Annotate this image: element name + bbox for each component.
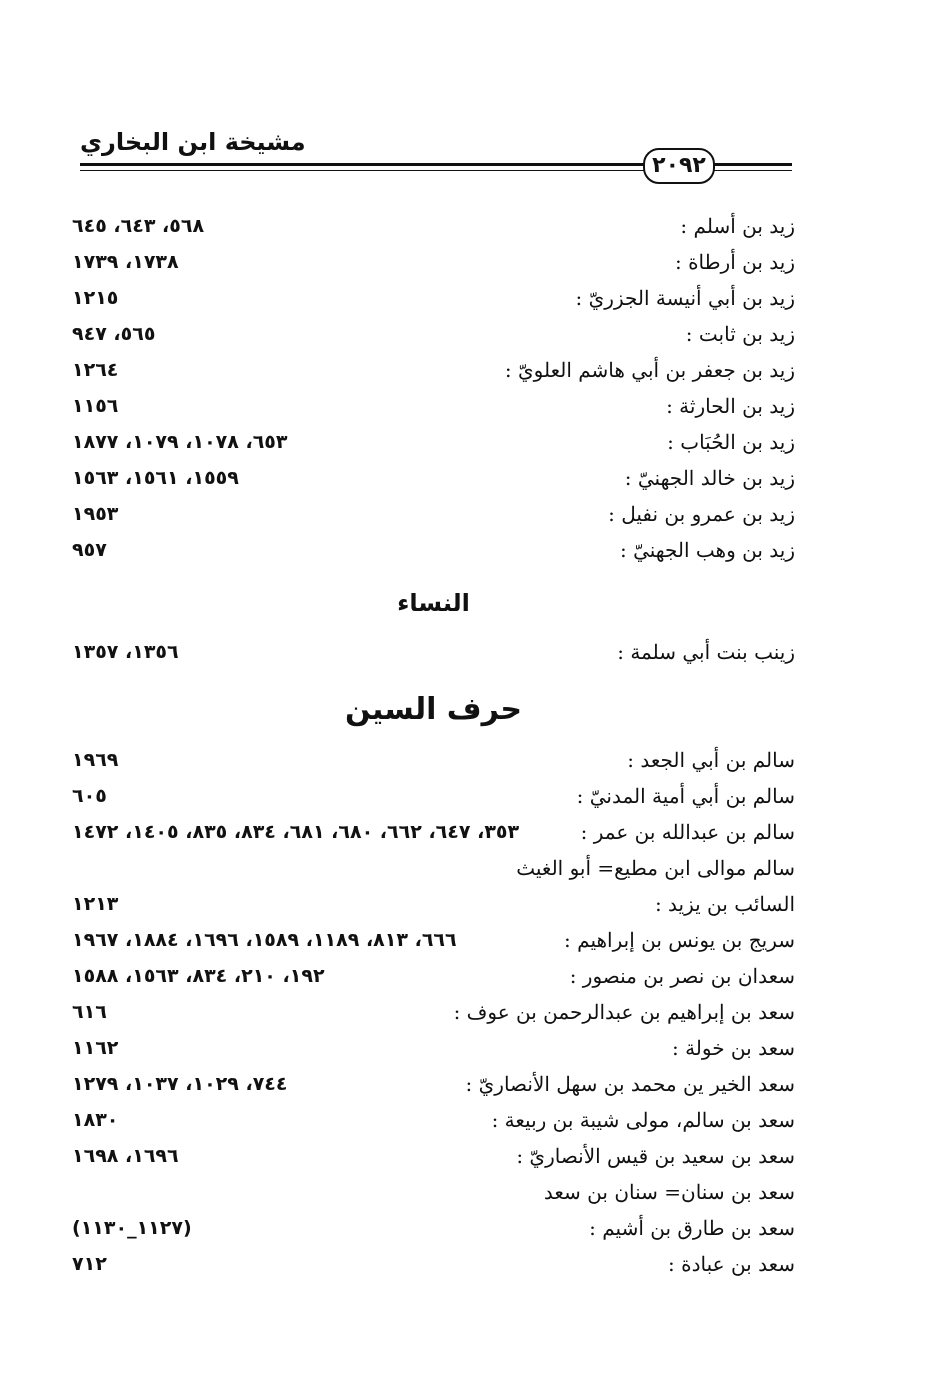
index-entry	[72, 352, 795, 388]
section-heading-seen: حرف السين	[345, 692, 522, 727]
entry-name: زيد بن خالد الجهنيّ :	[624, 466, 795, 490]
index-entry	[72, 496, 795, 532]
entry-refs: ١٢١٥	[72, 287, 119, 309]
index-entry	[72, 922, 795, 958]
entry-refs: ١٣٥٦، ١٣٥٧	[72, 641, 179, 663]
entry-refs: ٧٤٤، ١٠٢٩، ١٠٣٧، ١٢٧٩	[72, 1073, 288, 1095]
page-header	[80, 120, 792, 190]
index-entry	[72, 778, 795, 814]
index-content	[72, 208, 795, 1282]
index-entry	[72, 1246, 795, 1282]
index-entry	[72, 424, 795, 460]
entry-refs: ١٩٦٩	[72, 749, 119, 771]
entry-refs: ٦١٦	[72, 1001, 107, 1023]
entry-name: زيد بن أرطاة :	[674, 250, 795, 274]
entry-refs: ١٦٩٦، ١٦٩٨	[72, 1145, 179, 1167]
index-entry	[72, 1174, 795, 1210]
index-entry	[72, 1102, 795, 1138]
entry-name: زيد بن الحارثة :	[666, 394, 795, 418]
index-entry	[72, 634, 795, 670]
entry-name: سالم موالى ابن مطيع= أبو الغيث	[516, 856, 795, 880]
entry-name: زيد بن أسلم :	[680, 214, 795, 238]
index-entry	[72, 1030, 795, 1066]
index-entry	[72, 388, 795, 424]
index-entry	[72, 280, 795, 316]
entry-name: سالم بن عبدالله بن عمر :	[580, 820, 795, 844]
entry-name: زيد بن ثابت :	[685, 322, 795, 346]
entry-refs: ١٩٥٣	[72, 503, 119, 525]
entry-name: زيد بن أبي أنيسة الجزريّ :	[575, 286, 795, 310]
entry-name: زيد بن الحُبَاب :	[667, 430, 795, 454]
index-entry	[72, 814, 795, 850]
entry-refs: ١٩٢، ٢١٠، ٨٣٤، ١٥٦٣، ١٥٨٨	[72, 965, 325, 987]
entry-refs: ٥٦٨، ٦٤٣، ٦٤٥	[72, 215, 205, 237]
entry-name: سعد بن سعيد بن قيس الأنصاريّ :	[516, 1144, 795, 1168]
entry-name: سعد بن طارق بن أشيم :	[589, 1216, 795, 1240]
book-title: مشيخة ابن البخاري	[80, 128, 306, 156]
entry-name: سالم بن أبي الجعد :	[627, 748, 795, 772]
entry-refs: ٦٠٥	[72, 785, 107, 807]
entry-refs: ٦٥٣، ١٠٧٨، ١٠٧٩، ١٨٧٧	[72, 431, 288, 453]
index-entry	[72, 532, 795, 568]
entry-refs: ١١٥٦	[72, 395, 119, 417]
index-entry	[72, 1138, 795, 1174]
index-entry	[72, 742, 795, 778]
section-heading-women: النساء	[397, 589, 470, 617]
index-entry	[72, 850, 795, 886]
entry-refs: ١٢١٣	[72, 893, 119, 915]
entry-refs: (١١٢٧_١١٣٠)	[72, 1217, 192, 1239]
entry-refs: ٩٥٧	[72, 539, 107, 561]
entry-name: سعد بن سنان= سنان بن سعد	[543, 1180, 795, 1204]
index-entry	[72, 1066, 795, 1102]
entry-name: سعدان بن نصر بن منصور :	[569, 964, 795, 988]
entry-name: زيد بن عمرو بن نفيل :	[608, 502, 795, 526]
entry-refs: ٦٦٦، ٨١٣، ١١٨٩، ١٥٨٩، ١٦٩٦، ١٨٨٤، ١٩٦٧	[72, 929, 457, 951]
entry-refs: ٣٥٣، ٦٤٧، ٦٦٢، ٦٨٠، ٦٨١، ٨٣٤، ٨٣٥، ١٤٠٥، ١٤٧٢	[72, 821, 520, 843]
index-entry	[72, 460, 795, 496]
page-number-badge: ٢٠٩٢	[643, 148, 715, 184]
entry-name: السائب بن يزيد :	[654, 892, 795, 916]
entry-name: زينب بنت أبي سلمة :	[617, 640, 795, 664]
entry-name: سعد بن إبراهيم بن عبدالرحمن بن عوف :	[453, 1000, 795, 1024]
entry-name: زيد بن وهب الجهنيّ :	[619, 538, 795, 562]
index-entry	[72, 958, 795, 994]
index-entry	[72, 316, 795, 352]
entry-refs: ١١٦٢	[72, 1037, 119, 1059]
entry-name: سعد بن عبادة :	[668, 1252, 795, 1276]
entry-name: زيد بن جعفر بن أبي هاشم العلويّ :	[504, 358, 795, 382]
entry-name: سالم بن أبي أمية المدنيّ :	[576, 784, 795, 808]
entry-refs: ١٧٣٨، ١٧٣٩	[72, 251, 179, 273]
index-entry	[72, 1210, 795, 1246]
entry-name: سعد بن سالم، مولى شيبة بن ربيعة :	[491, 1108, 795, 1132]
index-entry	[72, 208, 795, 244]
entry-refs: ١٢٦٤	[72, 359, 119, 381]
entry-refs: ٥٦٥، ٩٤٧	[72, 323, 156, 345]
entry-name: سعد بن خولة :	[671, 1036, 795, 1060]
entry-name: سريج بن يونس بن إبراهيم :	[564, 928, 795, 952]
entry-name: سعد الخير ين محمد بن سهل الأنصاريّ :	[465, 1072, 795, 1096]
index-entry	[72, 886, 795, 922]
index-entry	[72, 994, 795, 1030]
entry-refs: ١٨٣٠	[72, 1109, 119, 1131]
entry-refs: ٧١٢	[72, 1253, 107, 1275]
index-entry	[72, 244, 795, 280]
entry-refs: ١٥٥٩، ١٥٦١، ١٥٦٣	[72, 467, 239, 489]
